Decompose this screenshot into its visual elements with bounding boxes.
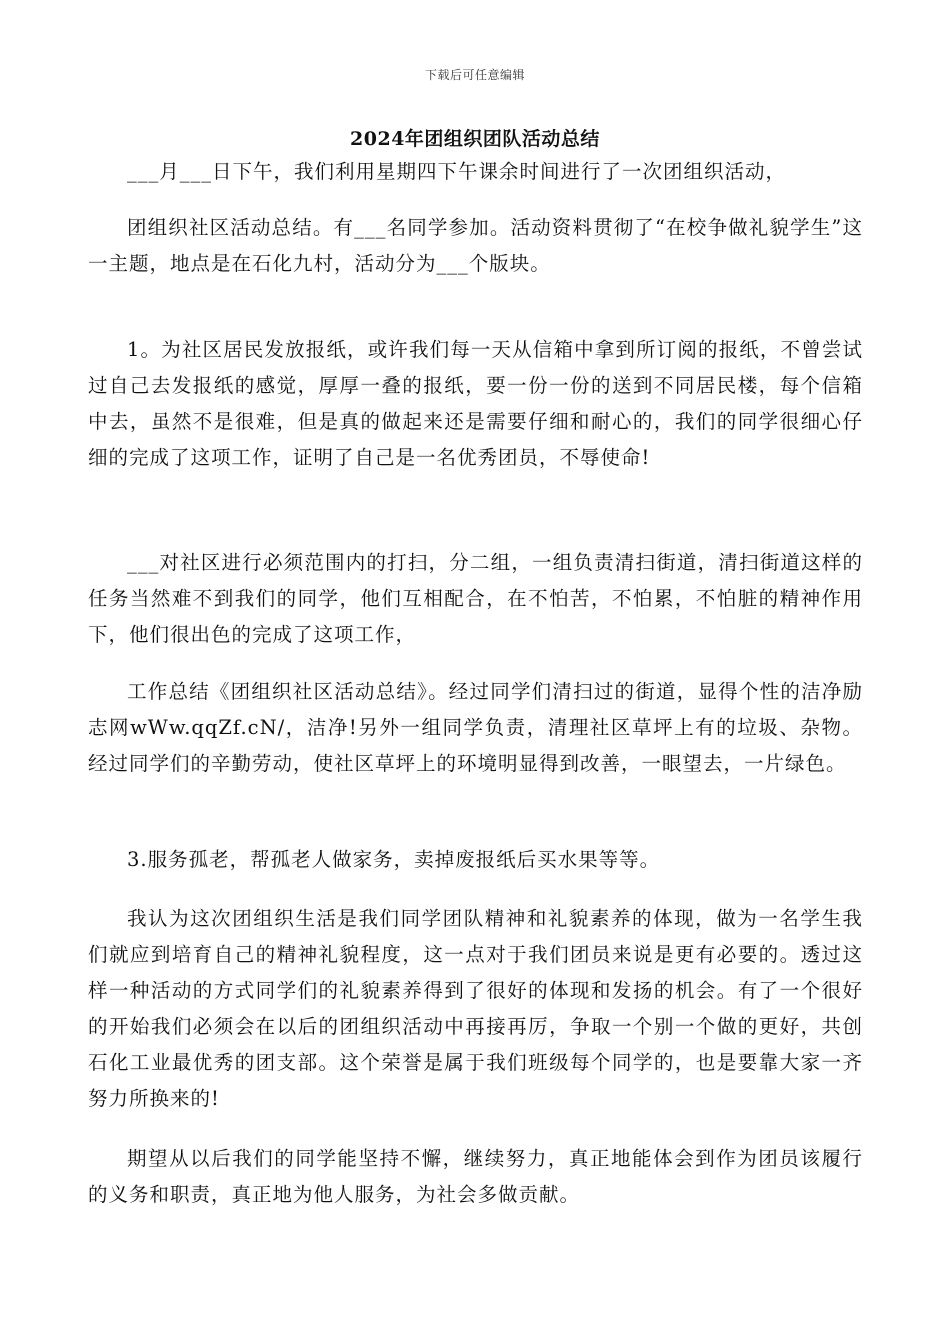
paragraph-text: ___对社区进行必须范围内的打扫，分二组，一组负责清扫街道，清扫街道这样的任务当然难不到我们的同学，他们互相配合，在不怕苦，不怕累，不怕脏的精神作用下，他们很出色的完成了这项工作， [88,551,863,646]
paragraph-text: 3.服务孤老，帮孤老人做家务，卖掉废报纸后买水果等等。 [127,848,661,871]
paragraph-2 [88,210,863,282]
paragraph-3 [88,332,863,476]
paragraph-7 [88,901,863,1117]
paragraph-8 [88,1141,863,1213]
paragraph-text: 期望从以后我们的同学能坚持不懈，继续努力，真正地能体会到作为团员该履行的义务和职责，真正地为他人服务，为社会多做贡献。 [88,1147,863,1206]
paragraph-6 [88,842,863,878]
document-title: 2024年团组织团队活动总结 [350,128,600,150]
paragraph-text: ___月___日下午，我们利用星期四下午课余时间进行了一次团组织活动， [127,160,787,183]
paragraph-text: 1。为社区居民发放报纸，或许我们每一天从信箱中拿到所订阅的报纸，不曾尝试过自己去发报纸的感觉，厚厚一叠的报纸，要一份一份的送到不同居民楼，每个信箱中去，虽然不是很难，但是真的做起来还是需要仔细和耐心的，我们的同学很细心仔细的完成了这项工作，证明了自己是一名优秀团员，不辱使命! [88,338,863,469]
paragraph-5 [88,674,863,782]
paragraph-text: 团组织社区活动总结。有___名同学参加。活动资料贯彻了“在校争做礼貌学生”这一主题，地点是在石化九村，活动分为___个版块。 [88,216,863,275]
paragraph-1 [88,154,863,190]
paragraph-text: 我认为这次团组织生活是我们同学团队精神和礼貌素养的体现，做为一名学生我们就应到培育自己的精神礼貌程度，这一点对于我们团员来说是更有必要的。透过这样一种活动的方式同学们的礼貌素养得到了很好的体现和发扬的机会。有了一个很好的开始我们必须会在以后的团组织活动中再接再厉，争取一个别一个做的更好，共创石化工业最优秀的团支部。这个荣誉是属于我们班级每个同学的，也是要靠大家一齐努力所换来的! [88,907,863,1110]
paragraph-4 [88,545,863,653]
paragraph-text: 工作总结《团组织社区活动总结》。经过同学们清扫过的街道，显得个性的洁净励志网wWw.qqZf.cN/，洁净!另外一组同学负责，清理社区草坪上有的垃圾、杂物。经过同学们的辛勤劳动，使社区草坪上的环境明显得到改善，一眼望去，一片绿色。 [88,680,863,775]
header-note: 下载后可任意编辑 [424,68,525,82]
